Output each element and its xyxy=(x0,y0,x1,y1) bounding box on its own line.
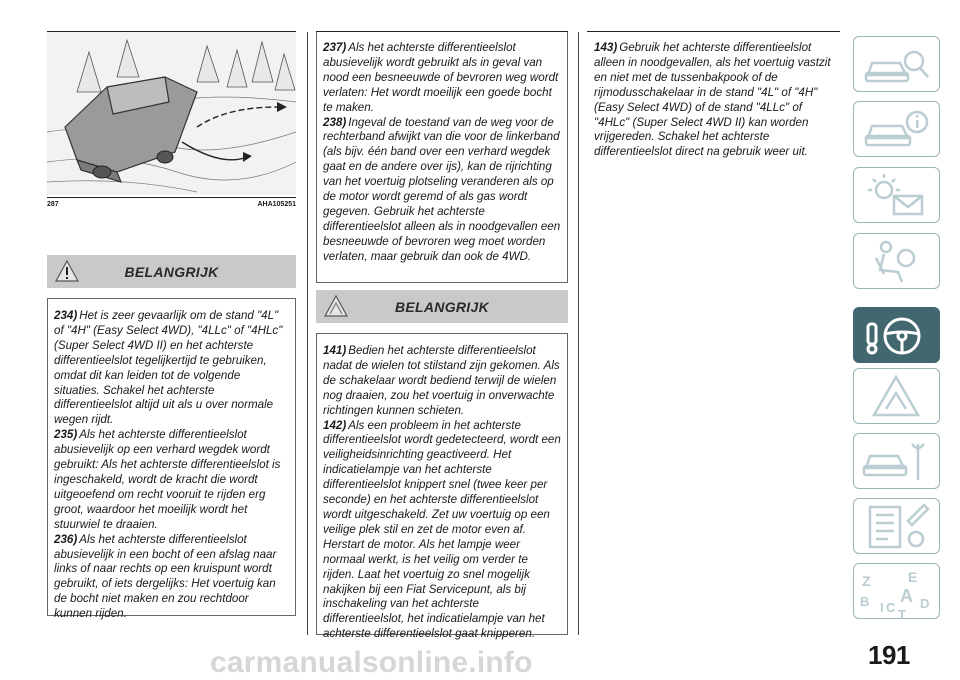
svg-text:Z: Z xyxy=(862,573,871,589)
note-141 xyxy=(323,344,561,419)
right-column-text xyxy=(594,41,840,160)
alphabetical-index-icon xyxy=(854,564,941,620)
note-number: 235) xyxy=(54,428,78,442)
car-search-icon xyxy=(854,37,941,93)
tab-car-info[interactable] xyxy=(853,101,940,157)
note-234 xyxy=(54,309,289,428)
figure-illustration xyxy=(47,32,296,195)
svg-text:E: E xyxy=(908,569,918,585)
tab-specifications[interactable] xyxy=(853,498,940,554)
note-142 xyxy=(323,419,561,643)
warning-box-left xyxy=(47,298,296,621)
figure-caption xyxy=(47,197,296,212)
note-text: Als het achterste differentieelslot abusievelijk op een verhard wegdek wordt gebruikt: Als het achterste differentieelslot is ingeschakeld, wordt de kracht die wordt uitgeoefend om recht vooruit te rijden erg groot, waardoor het moeilijk wordt het stuurwiel te draaien. xyxy=(54,428,281,531)
warning-lights-message-icon xyxy=(854,168,941,224)
warning-triangle-icon xyxy=(324,294,348,318)
tab-alphabetical-index[interactable] xyxy=(853,563,940,619)
warning-label: BELANGRIJK xyxy=(394,298,489,315)
page-number: 191 xyxy=(868,640,910,670)
warning-box-middle-top xyxy=(316,32,568,283)
note-text: Als het achterste differentieelslot abusievelijk wordt gebruikt als in geval van nood een besneeuwde of bevroren weg wordt verlaten: Het wordt moeilijk een goede bocht te maken. xyxy=(323,41,559,114)
watermark: carmanualsonline.info xyxy=(210,646,533,679)
note-238 xyxy=(323,116,561,265)
column-separator xyxy=(578,32,579,635)
note-number: 236) xyxy=(54,532,78,546)
note-text: Bedien het achterste differentieelslot nadat de wielen tot stilstand zijn gekomen. Als de schakelaar wordt bediend terwijl de wielen nog draaien, zou het voertuig in onverwachte richtingen kunnen schieten. xyxy=(323,344,560,417)
warning-header-left xyxy=(47,255,296,288)
warning-triangle-icon xyxy=(854,369,941,425)
svg-text:T: T xyxy=(898,607,906,620)
note-text: Het is zeer gevaarlijk om de stand "4L" of "4H" (Easy Select 4WD), "4LLc" of "4HLc" (Super Select 4WD II) en het achterste differentieelslot tegelijkertijd te gebruiken, omdat dit kan leiden tot de volgende situaties. Schakel het achterste differentieelslot altijd uit als u over normale wegen rijdt. xyxy=(54,309,283,427)
note-text: Ingeval de toestand van de weg voor de rechterband afwijkt van die voor de linkerband (als bijv. één band over een verhard wegdek gaat en de andere over ijs), kan de rijrichting van het voertuig plotseling veranderen als op de motor wordt geremd of als gas wordt gegeven. Gebruik het achterste differentieelslot alleen als in noodgevallen een besneeuwde of bevroren weg moet worden verlaten, maar gebruik dan ook de 4WD. xyxy=(323,115,561,263)
tab-car-search[interactable] xyxy=(853,36,940,92)
note-text: Gebruik het achterste differentieelslot alleen in noodgevallen, als het voertuig vastzit en niet met de tussenbakpook of de rijmodusschakelaar in de stand "4L" of "4H" (Easy Select 4WD) of de stand "4LLc" of "4HLc" (Super Select 4WD II) kan worden vrijgereden. Schakel het achterste differentieelslot direct na gebruik weer uit. xyxy=(594,41,831,159)
warning-box-middle xyxy=(316,333,568,641)
figure-code: AHA105251 xyxy=(257,201,296,208)
note-number: 143) xyxy=(594,41,618,54)
tab-maintenance[interactable] xyxy=(853,433,940,489)
seat-airbag-icon xyxy=(854,234,941,290)
note-text: Als het achterste differentieelslot abusievelijk in een bocht of een afslag naar links of naar rechts op een kruispunt wordt gebruikt, of iets dergelijks: Het voertuig kan de bocht niet maken en zou rechtdoor kunnen rijden. xyxy=(54,532,277,621)
key-steering-wheel-icon xyxy=(854,308,941,364)
svg-text:B: B xyxy=(860,594,870,609)
note-number: 142) xyxy=(323,418,347,432)
note-number: 238) xyxy=(323,115,347,129)
warning-triangle-icon xyxy=(55,259,79,283)
car-info-icon xyxy=(854,102,941,158)
note-number: 237) xyxy=(323,41,347,54)
specifications-list-icon xyxy=(854,499,941,555)
tab-starting-driving[interactable] xyxy=(853,307,940,363)
note-number: 234) xyxy=(54,309,78,322)
column-separator xyxy=(307,32,308,635)
note-143 xyxy=(594,41,840,160)
svg-text:C: C xyxy=(886,600,896,615)
warning-label: BELANGRIJK xyxy=(124,263,219,280)
svg-text:I: I xyxy=(880,600,884,615)
figure-number: 287 xyxy=(47,201,59,208)
tab-seat-airbag[interactable] xyxy=(853,233,940,289)
svg-text:A: A xyxy=(900,586,913,606)
note-text: Als een probleem in het achterste differentieelslot wordt gedetecteerd, wordt een veiligheidsinrichting geactiveerd. Het indicatielampje van het achterste differentieelslot knippert snel (twee keer per seconde) en het achterste differentieelslot wordt uitgeschakeld. Zet uw voertuig op een veilige plek stil en zet de motor even af. Herstart de motor. Als het lampje weer normaal werkt, is het veilig om verder te rijden. Laat het voertuig zo snel mogelijk nakijken bij een Fiat Servicepunt, als bij inschakeling van het achterste differentieelslot, het indicatielampje van het achterste differentieelslot gaat knipperen. xyxy=(323,418,561,641)
top-rule-right xyxy=(587,31,840,32)
car-wrench-icon xyxy=(854,434,941,490)
note-237 xyxy=(323,41,561,116)
tab-warning-lights-messages[interactable] xyxy=(853,167,940,223)
tab-emergency[interactable] xyxy=(853,368,940,424)
svg-text:D: D xyxy=(920,596,930,611)
note-number: 141) xyxy=(323,344,347,357)
note-236 xyxy=(54,533,289,622)
warning-header-middle xyxy=(316,290,568,323)
note-235 xyxy=(54,428,289,532)
